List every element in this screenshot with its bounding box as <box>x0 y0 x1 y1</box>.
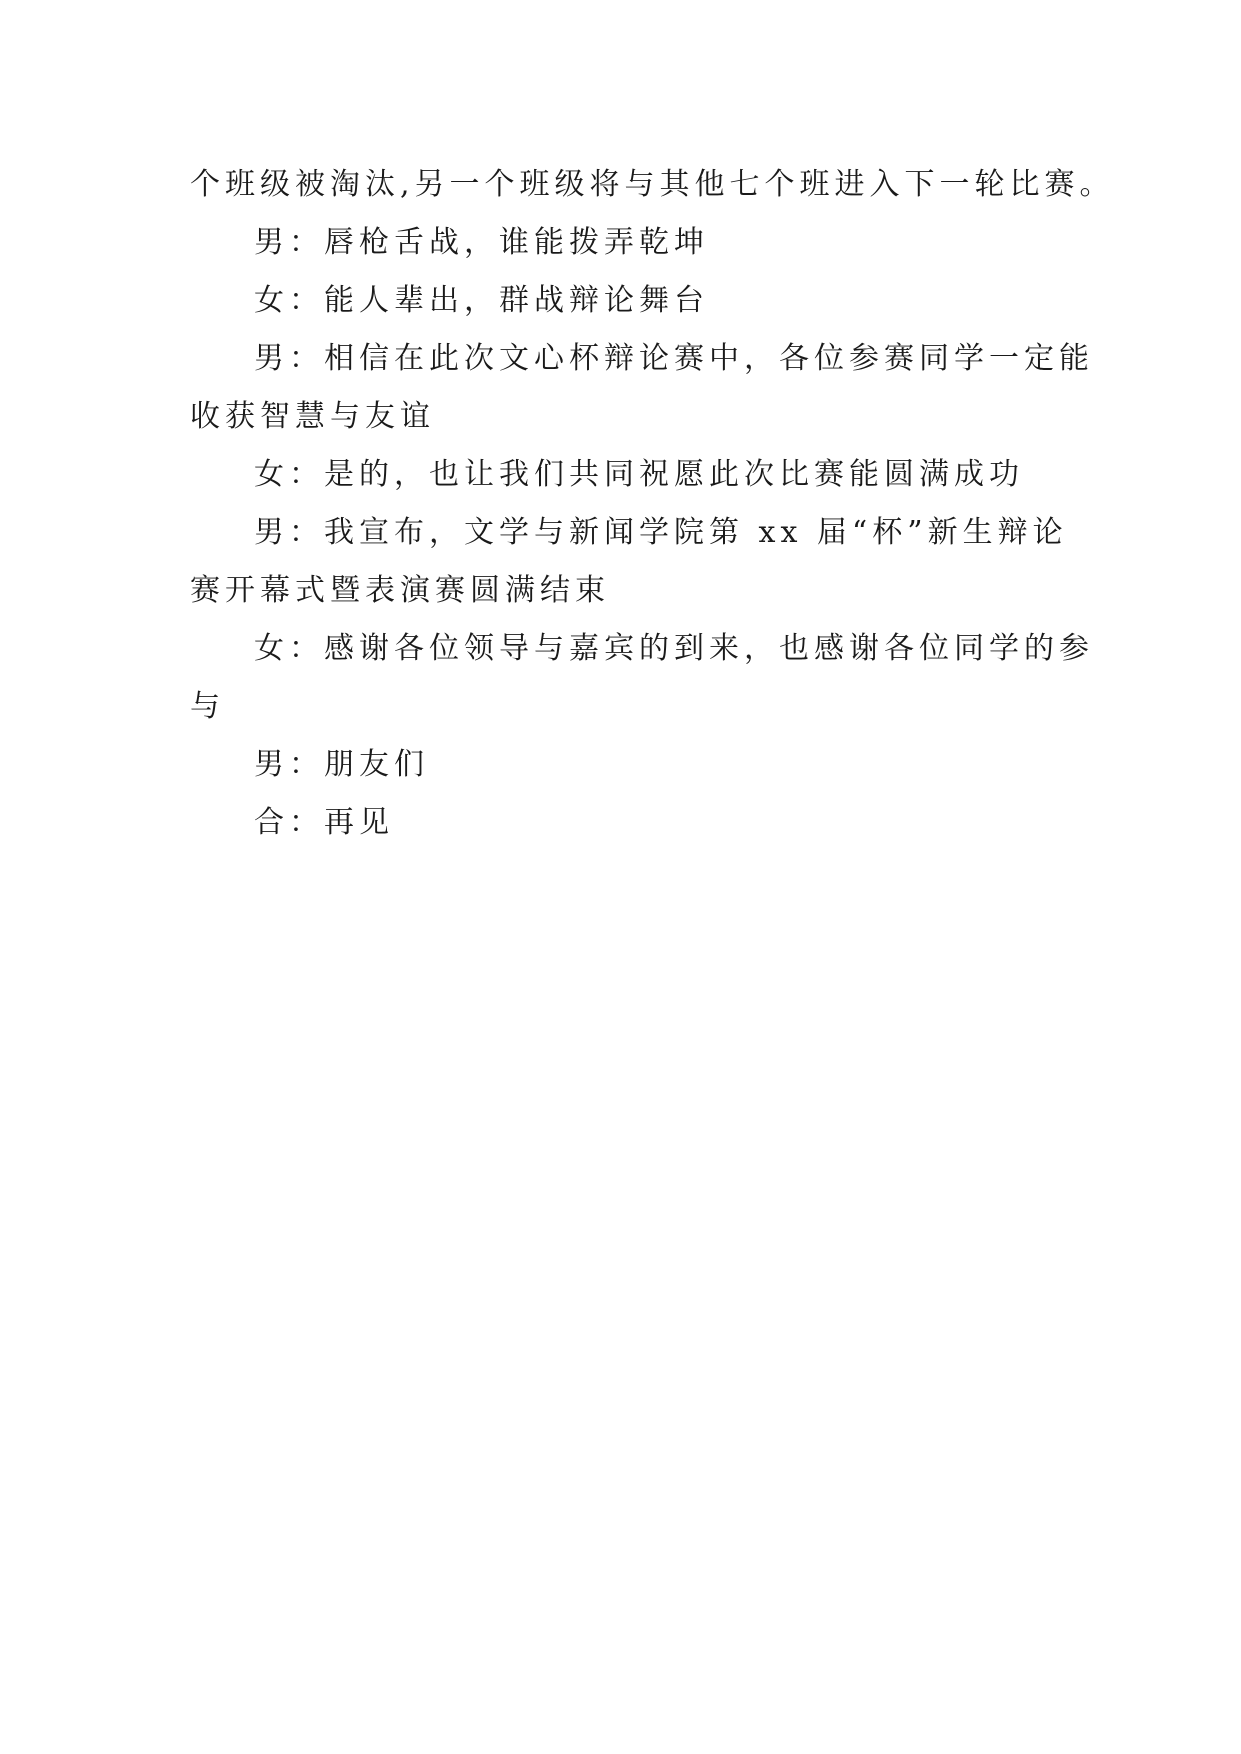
dialogue-line-male-2-cont: 收获智慧与友谊 <box>190 399 435 434</box>
dialogue-line-male-2: 男：相信在此次文心杯辩论赛中，各位参赛同学一定能 <box>254 341 1094 376</box>
text-line-continuation: 个班级被淘汰,另一个班级将与其他七个班进入下一轮比赛。 <box>190 167 1115 202</box>
dialogue-line-male-4: 男：朋友们 <box>254 747 429 782</box>
dialogue-line-male-3-cont: 赛开幕式暨表演赛圆满结束 <box>190 573 610 608</box>
dialogue-line-female-2: 女：是的，也让我们共同祝愿此次比赛能圆满成功 <box>254 457 1024 492</box>
dialogue-line-female-3: 女：感谢各位领导与嘉宾的到来，也感谢各位同学的参 <box>254 631 1094 666</box>
dialogue-line-female-1: 女：能人辈出，群战辩论舞台 <box>254 283 709 318</box>
dialogue-line-together: 合：再见 <box>254 805 394 840</box>
dialogue-line-female-3-cont: 与 <box>190 689 225 724</box>
dialogue-line-male-3: 男：我宣布，文学与新闻学院第 xx 届“杯”新生辩论 <box>254 515 1068 550</box>
dialogue-line-male-1: 男：唇枪舌战，谁能拨弄乾坤 <box>254 225 709 260</box>
